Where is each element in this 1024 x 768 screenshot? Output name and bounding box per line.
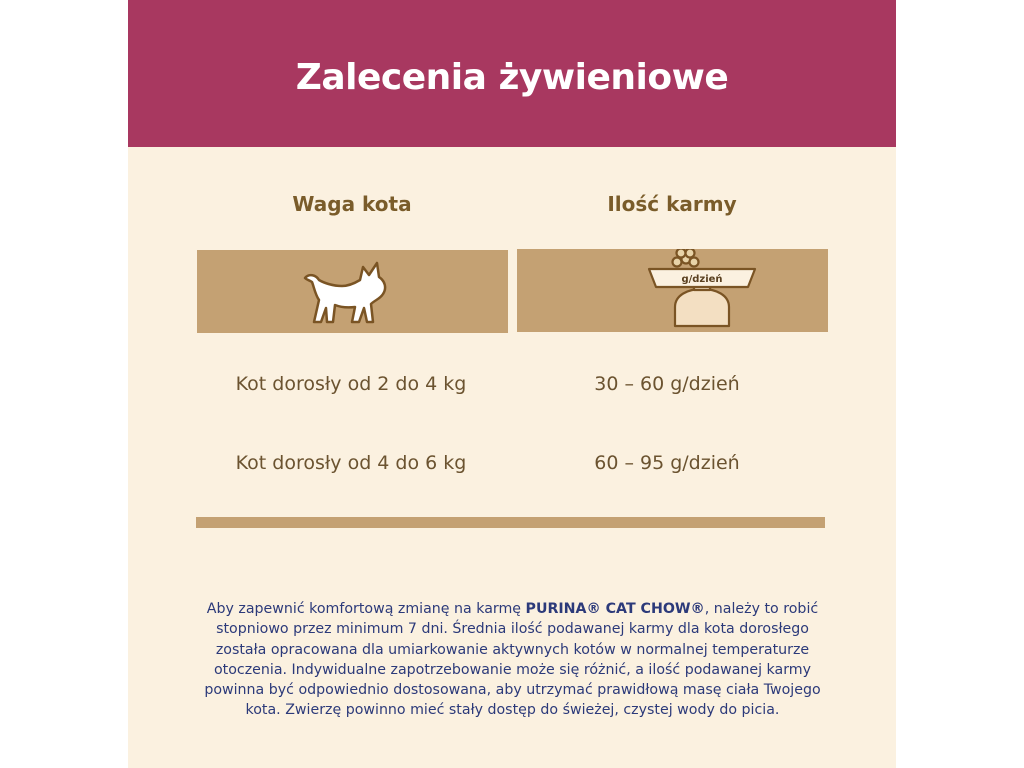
cat-icon xyxy=(197,250,508,333)
page-title: Zalecenia żywieniowe xyxy=(295,57,729,98)
row-1-amount: 30 – 60 g/dzień xyxy=(594,373,740,395)
table-divider xyxy=(196,517,825,528)
food-bowl-icon xyxy=(517,249,828,332)
weight-column-header: Waga kota xyxy=(292,192,412,216)
food-bowl-icon-box xyxy=(517,249,828,332)
brand-name: PURINA® CAT CHOW® xyxy=(525,601,705,617)
feeding-panel xyxy=(128,0,896,768)
header-banner xyxy=(128,0,896,147)
bowl-label: g/dzień xyxy=(681,274,723,285)
row-2-weight: Kot dorosły od 4 do 6 kg xyxy=(235,452,467,474)
amount-column-header: Ilość karmy xyxy=(607,192,737,216)
note-text-end: , należy to robić stopniowo przez minimum 7 dni. Średnia ilość podawanej karmy dla kota dorosłego została opracowana dla umiarkowanie aktywnych kotów w normalnej temperaturze otoczenia. Indywidualne zapotrzebowanie może się różnić, a ilość podawanej karmy powinna być odpowiednio dostosowana, aby utrzymać prawidłową masę ciała Twojego kota. Zwierzę powinno mieć stały dostęp do świeżej, czystej wody do picia. xyxy=(204,601,821,719)
note-text-start: Aby zapewnić komfortową zmianę na karmę xyxy=(206,601,526,617)
row-2-amount: 60 – 95 g/dzień xyxy=(594,452,740,474)
cat-icon-box xyxy=(197,250,508,333)
feeding-note xyxy=(200,599,825,721)
row-1-weight: Kot dorosły od 2 do 4 kg xyxy=(235,373,467,395)
